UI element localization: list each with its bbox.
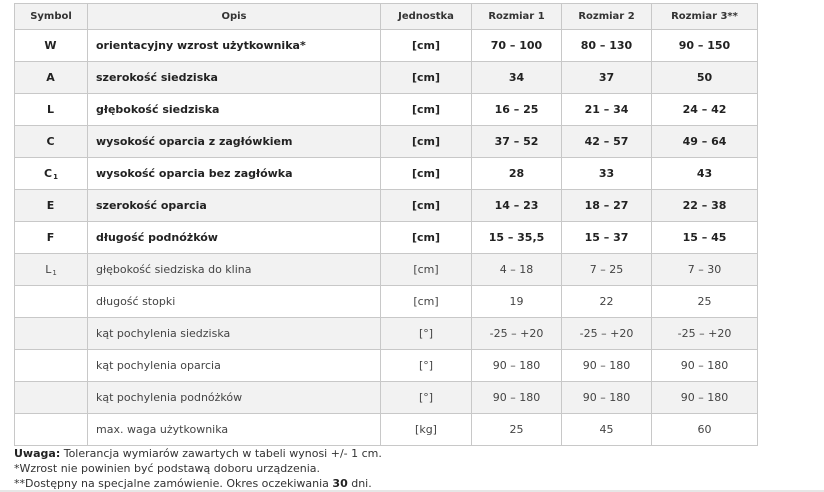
cell-size-3: 25: [652, 286, 758, 318]
cell-description: długość stopki: [88, 286, 381, 318]
cell-size-3: 24 – 42: [652, 94, 758, 126]
cell-unit: [cm]: [381, 94, 472, 126]
cell-size-3: 90 – 150: [652, 30, 758, 62]
cell-symbol: C: [15, 126, 88, 158]
cell-unit: [°]: [381, 318, 472, 350]
cell-size-1: -25 – +20: [472, 318, 562, 350]
special-order-note: **Dostępny na specjalne zamówienie. Okres oczekiwania 30 dni.: [14, 477, 372, 490]
table-row: [15, 414, 758, 446]
cell-symbol: F: [15, 222, 88, 254]
table-row: [15, 286, 758, 318]
cell-size-1: 28: [472, 158, 562, 190]
cell-size-2: 45: [562, 414, 652, 446]
waiting-days: 30: [332, 477, 348, 490]
cell-size-3: 90 – 180: [652, 350, 758, 382]
cell-unit: [cm]: [381, 62, 472, 94]
header-unit: Jednostka: [381, 4, 472, 30]
cell-unit: [cm]: [381, 254, 472, 286]
cell-size-3: 49 – 64: [652, 126, 758, 158]
cell-symbol: [15, 286, 88, 318]
cell-description: kąt pochylenia oparcia: [88, 350, 381, 382]
cell-size-2: 80 – 130: [562, 30, 652, 62]
cell-size-1: 25: [472, 414, 562, 446]
note-label: Uwaga:: [14, 447, 61, 460]
cell-unit: [cm]: [381, 158, 472, 190]
cell-size-3: -25 – +20: [652, 318, 758, 350]
cell-symbol: $C_1$: [15, 158, 88, 190]
cell-size-2: 42 – 57: [562, 126, 652, 158]
cell-symbol: L: [15, 94, 88, 126]
cell-size-3: 90 – 180: [652, 382, 758, 414]
cell-unit: [°]: [381, 382, 472, 414]
cell-size-2: 37: [562, 62, 652, 94]
table-row: [15, 94, 758, 126]
cell-unit: [cm]: [381, 190, 472, 222]
table-row: [15, 126, 758, 158]
cell-description: szerokość oparcia: [88, 190, 381, 222]
cell-size-1: 15 – 35,5: [472, 222, 562, 254]
cell-size-2: 90 – 180: [562, 350, 652, 382]
cell-size-2: 15 – 37: [562, 222, 652, 254]
cell-size-3: 15 – 45: [652, 222, 758, 254]
cell-size-1: 14 – 23: [472, 190, 562, 222]
cell-symbol: [15, 318, 88, 350]
cell-description: orientacyjny wzrost użytkownika*: [88, 30, 381, 62]
cell-unit: [cm]: [381, 126, 472, 158]
cell-unit: [°]: [381, 350, 472, 382]
cell-symbol: $L_1$: [15, 254, 88, 286]
cell-size-2: 18 – 27: [562, 190, 652, 222]
cell-size-3: 50: [652, 62, 758, 94]
cell-size-3: 60: [652, 414, 758, 446]
cell-symbol: [15, 414, 88, 446]
cell-description: kąt pochylenia podnóżków: [88, 382, 381, 414]
cell-size-3: 43: [652, 158, 758, 190]
table-row: [15, 318, 758, 350]
cell-size-1: 34: [472, 62, 562, 94]
cell-size-1: 37 – 52: [472, 126, 562, 158]
note-text: Tolerancja wymiarów zawartych w tabeli wynosi +/- 1 cm.: [60, 447, 382, 460]
cell-size-2: 90 – 180: [562, 382, 652, 414]
header-size-2: Rozmiar 2: [562, 4, 652, 30]
tolerance-note: [14, 446, 382, 461]
size-specification-table: [14, 3, 758, 446]
height-note: *Wzrost nie powinien być podstawą doboru urządzenia.: [14, 462, 320, 475]
table-header-row: [15, 4, 758, 30]
cell-description: głębokość siedziska do klina: [88, 254, 381, 286]
cell-description: wysokość oparcia z zagłówkiem: [88, 126, 381, 158]
cell-size-1: 90 – 180: [472, 350, 562, 382]
cell-description: głębokość siedziska: [88, 94, 381, 126]
header-opis: Opis: [88, 4, 381, 30]
cell-description: wysokość oparcia bez zagłówka: [88, 158, 381, 190]
cell-description: szerokość siedziska: [88, 62, 381, 94]
table-row: [15, 350, 758, 382]
table-row: [15, 158, 758, 190]
header-symbol: Symbol: [15, 4, 88, 30]
cell-size-2: 7 – 25: [562, 254, 652, 286]
cell-symbol: A: [15, 62, 88, 94]
cell-unit: [kg]: [381, 414, 472, 446]
cell-description: długość podnóżków: [88, 222, 381, 254]
table-row: [15, 30, 758, 62]
cell-size-1: 70 – 100: [472, 30, 562, 62]
cell-size-2: -25 – +20: [562, 318, 652, 350]
table-notes: [14, 446, 382, 491]
table-row: [15, 382, 758, 414]
cell-size-1: 16 – 25: [472, 94, 562, 126]
cell-description: kąt pochylenia siedziska: [88, 318, 381, 350]
header-size-3: Rozmiar 3**: [652, 4, 758, 30]
cell-symbol: [15, 382, 88, 414]
cell-unit: [cm]: [381, 30, 472, 62]
cell-description: max. waga użytkownika: [88, 414, 381, 446]
cell-size-3: 7 – 30: [652, 254, 758, 286]
table-row: [15, 222, 758, 254]
cell-size-1: 90 – 180: [472, 382, 562, 414]
cell-size-3: 22 – 38: [652, 190, 758, 222]
cell-symbol: W: [15, 30, 88, 62]
cell-symbol: [15, 350, 88, 382]
cell-size-2: 22: [562, 286, 652, 318]
cell-size-1: 19: [472, 286, 562, 318]
cell-unit: [cm]: [381, 222, 472, 254]
table-row: [15, 190, 758, 222]
cell-symbol: E: [15, 190, 88, 222]
cell-unit: [cm]: [381, 286, 472, 318]
header-size-1: Rozmiar 1: [472, 4, 562, 30]
table-row: [15, 254, 758, 286]
cell-size-2: 21 – 34: [562, 94, 652, 126]
table-row: [15, 62, 758, 94]
cell-size-1: 4 – 18: [472, 254, 562, 286]
cell-size-2: 33: [562, 158, 652, 190]
